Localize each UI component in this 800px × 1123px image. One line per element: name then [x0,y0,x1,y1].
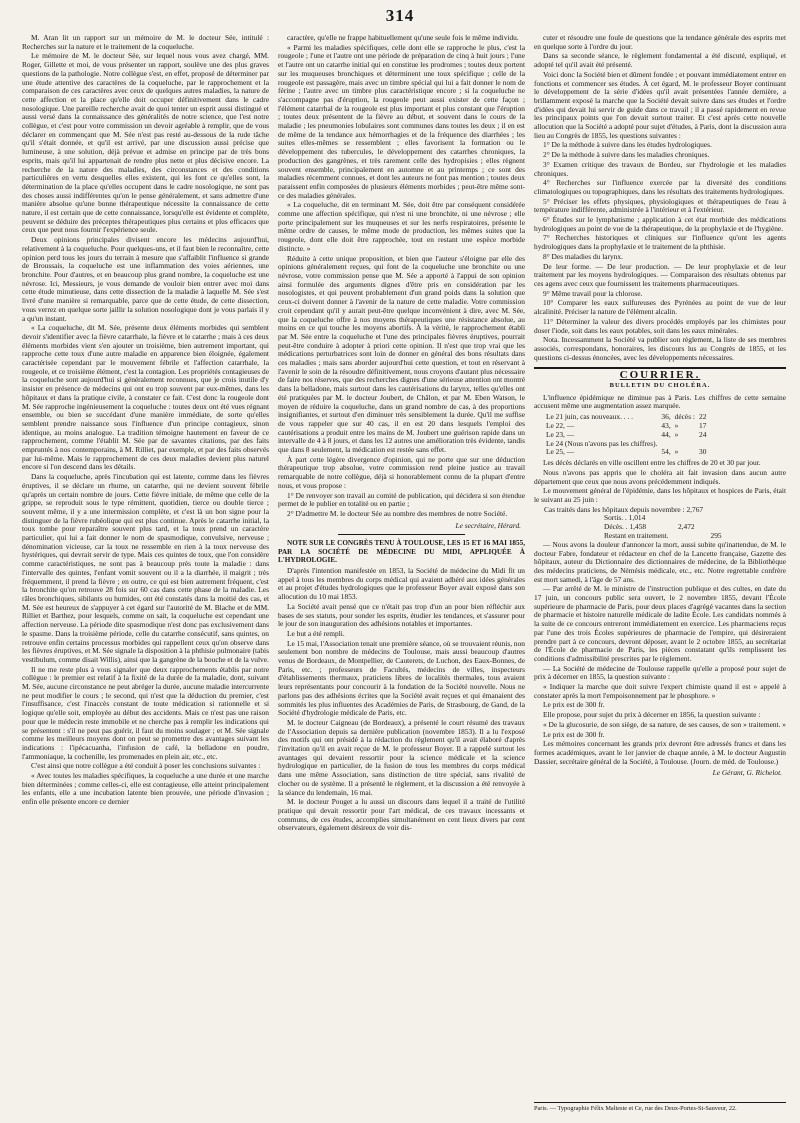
table-cell: 44, [661,429,671,439]
list-item: 2° De la méthode à suivre dans les maladies chroniques. [543,150,710,160]
summary-line [544,506,786,515]
column-3 [534,34,786,1094]
paragraph: Les décès déclarés en ville oscillent entre les chiffres de 20 et 30 par jour. [543,458,761,468]
divider [338,534,465,535]
table-cell: Le 24 (Nous n'avons pas les chiffres). [546,438,658,448]
paragraph: Nota. Incessamment la Société va publier son règlement, la liste de ses membres associés, correspondans, honoraires, les discours lus au Congrès de 1855, et les questions ci-dessus énoncées, avec les développements nécessaires. [534,335,786,362]
summary-label: Restant en traitement. [604,531,669,541]
table-cell: Le 21 juin, cas nouveaux. . . . [546,412,634,422]
paragraph: La Société avait pensé que ce n'était pas trop d'un an pour bien réfléchir aux bases de ses statuts, pour sonder les esprits, étudier les tendances, et s'assurer pour le jour de son inauguration des adhésions notables et importantes. [278,601,525,629]
list-item: De leur forme. — De leur production. — De leur prophylaxie et de leur traitement par les moyens hydrologiques. — Comparaison des résultats obtenus par ces agens avec ceux que fournissent les traitements pharmaceutiques. [534,261,786,288]
paragraph: « Indiquer la marche que doit suivre l'expert chimiste quand il est » appelé à constater après la mort l'empoisonnement par le phosphore. » [534,682,786,700]
paragraph: — Nous avons la douleur d'annoncer la mort, aussi subite qu'inattendue, de M. le docteur Fabre, fondateur et rédacteur en chef de la Lancette française, Gazette des hôpitaux, auteur du Dictionnaire des dictionnaires de médecine, de la Bibliothèque des médecins praticiens, de Némésis médicale, etc., etc. Notre regrettable confrère est mort samedi, à l'âge de 57 ans. [534,539,786,584]
bulletin-heading: BULLETIN DU CHOLÉRA. [609,382,711,390]
section-title: NOTE SUR LE CONGRÈS TENU À TOULOUSE, LES 15 ET 16 MAI 1855, PAR LA SOCIÉTÉ DE MÉDECINE DU MIDI, APPLIQUÉE À L'HYDROLOGIE. [278,539,525,564]
summary-value: 295 [710,531,722,541]
summary-value: 2,767 [686,504,704,514]
paragraph: Voici donc la Société bien et dûment fondée ; et pouvant immédiatement entrer en fonctions et commencer ses études. À cet égard, M. le professeur Boyer continuant le développement de la série d'idées qu'il avait présentées l'année dernière, a brillamment exposé la marche que la Société devait suivre dans ses études et l'ordre d'idées qui devait lui servir de guide dans ce travail ; il a passé rapidement en revue les principaux points que l'on devait surtout traiter. Et c'est après cette nouvelle allocution que la Société a adopté pour sujet d'études, à Paris, dont la discussion aura lieu au Congrès de 1855, les questions suivantes : [534,69,786,140]
paragraph: Dans la coqueluche, après l'incubation qui est latente, comme dans les fièvres éruptives, il se déclare un rhume, un catarrhe, qui ne devient souvent fébrile qu'après un certain nombre de jours. Cette fièvre initiale, de même que celle de la grippe, se reproduit sous le type rémittent, quotidien, tierce ou double tierce ; souvent même, il y a une intermission complète, et c'est là un bon signe pour la distinguer de la fièvre rubéolique qui est plus continue. Après le catarrhe initial, la toux tombe pour reparaître souvent plus tard, et la toux prend un caractère particulier, qui lui a fait donner le nom de spasmodique, convulsive, nerveuse ; dénomination vicieuse, car la toux ne ressemble en rien à la toux nerveuse des hystériques, qui devrait servir de type. Mais ces quintes de toux, que l'on considère comme caractéristiques, ne sont pas à beaucoup près toute la maladie : dans l'intervalle des quintes, l'enfant vomit souvent ou il a la diarrhée, il maigrit ; très fréquemment, il prend la fièvre ; en outre, ce qui est bien autrement fréquent, c'est la bronchite qu'on retrouve 28 fois sur 60 cas dans cette phase de la maladie. Les râles bronchiques, sibilants ou humides, ont été constatés dans la moitié des cas, et M. Sée est heureux de s'appuyer à cet égard sur l'autorité de M. Blache et de MM. Rilliet et Barthez, pour lesquels, comme on sait, la coqueluche est cependant une affection nerveuse. La période dite spasmodique n'est donc pas exclusivement dans le spasme. Dans la troisième période, celle du catarrhe consécutif, sans quintes, on retrouve enfin certains processus morbides qui rappellent ceux qu'on observe dans les fièvres éruptives, et M. Sée signale la disposition à la phthisie pulmonaire (tabis vestibulum, comme disait Willis), ainsi que la gangrène de la bouche et de la vulve. [22,472,269,664]
table-cell: 30 [699,447,707,457]
paragraph: cuter et résoudre une foule de questions que la tendance générale des esprits met en quelque sorte à l'ordre du jour. [534,34,786,51]
column-2 [278,34,525,1094]
table-cell: Le 23, — [546,429,575,439]
paragraph: C'est ainsi que notre collègue a été conduit à poser les conclusions suivantes : [31,761,261,771]
page-number: 314 [385,6,415,25]
table-cell: 36, [661,412,671,422]
list-item: 11° Déterminer la valeur des divers procédés employés par les chimistes pour doser l'iode, soit dans les eaux potables, soit dans les eaux minérales. [534,316,786,335]
paragraph: D'après l'intention manifestée en 1853, la Société de médecine du Midi fit un appel à tous les membres du corps médical qui avaient adhéré aux idées générales et au projet d'études hydrologiques que le professeur Boyer avait exposé dans son allocution du 10 mai 1853. [278,565,525,602]
paragraph: Nous n'avons pas appris que le choléra ait fait invasion dans aucun autre département que ceux que nous avons précédemment indiqués. [534,467,786,486]
summary-value: 1,014 [628,513,646,523]
gerant-signature: Le Gérant, G. Richelot. [712,768,782,778]
paragraph: M. le docteur Caigneau (de Bordeaux), a présenté le court résumé des travaux de l'Association depuis sa dernière publication (novembre 1853). Il a lu l'exposé des motifs qui ont présidé à la rédaction du règlement qu'il avait élaboré d'après l'invitation qu'il en avait reçue de M. le professeur Boyer. Il a rappelé surtout les avantages qui devaient ressortir pour la science médicale et la science hydrologique en particulier, de la fusion de tous les membres du corps médical dans une même Association, sans distinction de titre spécial, sans rivalité de clocher ou de système. Il a présenté le règlement, et la discussion a été renvoyée à la séance du lendemain, 16 mai. [278,717,525,797]
summary-value: 2,472 [677,522,695,532]
table-cell: Le 22, — [546,420,575,430]
list-item: 9° Même travail pour la chlorose. [543,288,643,298]
paragraph: Dans sa seconde séance, le règlement fondamental a été discuté, expliqué, et adopté tel qu'il avait été présenté. [534,51,786,70]
paragraph: Il ne me reste plus à vous signaler que deux rapprochements établis par notre collègue : le premier est relatif à la fixité de la durée de la maladie, dont, suivant M. Sée, aucune circonstance ne peut abréger la durée, aucune maladie intercurrente ne peut modifier le cours ; le second, qui n'est que la déduction du premier, c'est l'insuffisance, c'est l'inaccès constant de toute médication si rationnelle et si logique qu'elle soit, employée au début des accidents. Mais ce n'est pas une raison pour que le médecin reste immobile et ne cherche pas à remplir les indications qui se présentent : s'il ne peut pas guérir, il faut du moins soulager ; et M. Sée signale comme les meilleurs moyens dont on peut se promettre des avantages suivant les indications : l'ipécacuanha, l'infusion de café, la belladone en poudre, l'ammoniaque, la cochenille, les promenades en plein air, etc., etc. [22,664,269,761]
paragraph: Le mémoire de M. le docteur Sée, sur lequel nous vous avez chargé, MM. Roger, Gillette et moi, de vous présenter un rapport, soulève une des plus graves questions de la pathologie. Notre collègue s'est, en effet, proposé de déterminer par une étude attentive des caractères de la coqueluche, par le rapprochement et la comparaison de ces caractères avec ceux de quelques autres maladies, la nature de cette affection et la place qu'elle doit occuper définitivement dans le cadre nosologique. Une pareille recherche avait de quoi tenter un esprit aussi distingué et aussi versé dans la connaissance des généralités de notre science, que l'est notre collègue, et c'est pour votre commission un devoir agréable à remplir, que de vous déclarer en commençant que M. Sée n'est pas resté au-dessous de la rude tâche qu'il s'était donnée, et qu'il est arrivé, par une discussion aussi précise que lumineuse, à une solution, déjà prévue et admise en principe par de très bons esprits, mais qu'il lui appartenait de rendre plus nette et plus décisive encore. La recherche de la nature des maladies, des circonstances et des conditions particulières en vertu desquelles elles existent, qui les font ce qu'elles sont, la détermination de la place qu'elles occupent dans le cadre nosologique, ne sont pas des choses aussi indifférentes qu'on le pense généralement, et sans admettre d'une manière absolue qu'une bonne thérapeutique nécessite la connaissance de cette nature, il est certain que de cette connaissance, lorsqu'elle est évidente et complète, peuvent se déduire des préceptes thérapeutiques plus certains et plus efficaces que ceux que peut nous fournir l'expérience seule. [22,51,269,235]
table-cell: » [674,447,679,457]
paragraph: — Par arrêté de M. le ministre de l'instruction publique et des cultes, en date du 17 juin, un concours public sera ouvert, le 2 novembre 1855, devant l'École supérieure de pharmacie de Paris, pour deux places d'agrégé vacantes dans la section de pharmacie et histoire naturelle médicale de ladite École. Les candidats nommés à la suite de ce concours entreront immédiatement en exercice. Les pharmaciens reçus par l'une des trois Écoles supérieures de pharmacie de l'empire, qui désireraient prendre part à ce concours, devront déposer, avant le 2 octobre 1855, au secrétariat de l'École de pharmacie de Paris, les pièces constatant qu'ils remplissent les conditions d'admissibilité prescrites par le règlement. [534,584,786,663]
table-cell [675,440,699,449]
summary-line [544,514,786,523]
printer-footer: Paris. — Typographie Félix Malteste et Ce, rue des Deux-Portes-St-Sauveur, 22. [534,1102,786,1112]
table-cell: Le 25, — [546,447,575,457]
secretary-signature: Le secrétaire, Hérard. [455,520,521,530]
list-item: 10° Comparer les eaux sulfureuses des Pyrénées au point de vue de leur alcalinité. Préciser la nature de l'élément alcalin. [534,298,786,317]
paragraph: M. Aran lit un rapport sur un mémoire de M. le docteur Sée, intitulé : Recherches sur la nature et le traitement de la coqueluche. [22,34,269,51]
paragraph: 2° D'admettre M. le docteur Sée au nombre des membres de notre Société. [287,508,508,518]
summary-label: Décès. . [604,522,628,532]
column-1 [22,34,269,1094]
paragraph: Le but a été rempli. [287,628,345,638]
table-row [546,448,710,457]
paragraph: À part cette légère divergence d'opinion, qui ne porte que sur une déduction thérapeutique trop absolue, votre commission rend pleine justice au travail remarquable de notre collègue, déjà si honorablement connu de la plupart d'entre nous, et vous propose : [278,454,525,490]
paragraph: caractère, qu'elle ne frappe habituellement qu'une seule fois le même individu. [287,34,519,42]
summary-value: 1,458 [629,522,647,532]
paragraph: Deux opinions principales divisent encore les médecins aujourd'hui, relativement à la coqueluche. Pour quelques-uns, et il faut bien le reconnaître, cette opinion perd tous les jours du terrain à mesure que s'affaiblit l'influence si grande de Broussais, la coqueluche est une inflammation des voies aériennes, une bronchite. Pour d'autres, et en beaucoup plus grand nombre, la coqueluche est une névrose. Ici, Messieurs, je vous demande de vouloir bien entrer avec moi dans cette étude minutieuse, dans cette dissection de la maladie à laquelle M. Sée s'est livré d'une manière si remarquable, parce que de cette étude, de cette dissection, vous verrez en quelque sorte jaillir la solution nosologique dont je vous parlais il y a qu'un instant. [22,235,269,323]
list-item: 3° Examen critique des travaux de Bordeu, sur l'hydrologie et les maladies chroniques. [534,159,786,178]
paragraph: L'influence épidémique ne diminue pas à Paris. Les chiffres de cette semaine accusent même une augmentation assez marquée. [534,392,786,411]
paragraph: « Parmi les maladies spécifiques, celle dont elle se rapproche le plus, c'est la rougeole ; l'une et l'autre ont une période de préparation de cinq à huit jours ; l'une et l'autre ont un catarrhe initial qui en constitue les prodromes ; toutes deux portent sur les muqueuses bronchiques et déterminent une toux spécifique ; celle de la rougeole est passagère, mais avec un timbre spécial qui lui a fait donner le nom de férine ; l'autre avec un timbre plus caractéristique encore ; si la coqueluche ne s'accompagne pas d'éruption, la rougeole peut aussi exister de cette façon ; l'élément catarrhal de la rougeole est plus important et plus constant que l'éruption ; toutes deux présentent de la fièvre au début, et souvent dans le cours de la maladie ; les pneumonies lobulaires sont communes dans toutes les deux ; il en est de même de la tendance aux hémorrhagies et de la fréquence des diarrhées ; les suites elles-mêmes se ressemblent ; elles favorisent la formation ou le développement des tubercules, le développement des catarrhes chroniques, la production des gangrènes, et très rarement celle des hydropisies ; elles règnent souvent ensemble, principalement en automne et au printemps ; ce sont des maladies récemment connues, et dont les auteurs ne font pas mention ; toutes deux paraissent enfin composées de plusieurs éléments morbides ; peut-être même sont-ce des maladies générales. [278,42,525,200]
table-cell: » [674,429,679,439]
list-item: 6° Études sur le lymphatisme ; application à cet état morbide des médications hydrologiques au point de vue de la thérapeutique, de la prophylaxie et de l'hygiène. [534,215,786,233]
paragraph: « La coqueluche, dit M. Sée, présente deux éléments morbides qui semblent devoir s'identifier avec la fièvre catarrhale, la fièvre et le catarrhe ; mais à ces deux éléments morbides vient s'en ajouter un troisième, bien autrement important, qui rapproche cette toux d'une autre maladie en apparence bien éloignée, également caractérisée cependant par le mouvement fébrile et l'affection catarrhale, la rougeole, et ce troisième élément, c'est la contagion. Les propriétés contagieuses de la coqueluche sont aujourd'hui si généralement reconnues, que je crois inutile d'y insister en présence de médecins qui ont eu trop souvent par eux-mêmes, dans les hôpitaux et dans la pratique civile, à constater ce fait. C'est donc la rougeole dont M. Sée rapproche ingénieusement la coqueluche : toutes deux ont été vues régnant ensemble, ou bien se succédant d'une manière immédiate, de sorte qu'elles semblent prendre naissance sous l'influence d'un principe contagieux, sinon identique, au moins analogue. La tradition témoigne hautement en faveur de ce rapprochement, comme l'établit M. Sée par de savantes citations, par des faits empruntés à nos contemporains, à M. Rilliet, par exemple, et par des faits observés par lui-même. Mais le rapprochement de ces deux maladies devient plus naturel encore si l'on descend dans les détails. [22,323,269,472]
list-item: 7° Recherches historiques et cliniques sur l'influence qu'ont les agents hydrologiques dans la prophylaxie et le traitement de la phthisie. [534,233,786,252]
courrier-heading: COURRIER. [619,369,701,382]
paragraph: « Avec toutes les maladies spécifiques, la coqueluche a une durée et une marche bien déterminées ; comme celles-ci, elle est contagieuse, elle atteint principalement les enfants, elle a une incubation latente bien prouvée, une période d'invasion ; enfin elle présente encore ce dernier [22,771,269,807]
paragraph: Le mouvement général de l'épidémie, dans les hôpitaux et hospices de Paris, était le suivant au 25 juin : [534,486,786,504]
table-cell: » [674,420,679,430]
list-item: 5° Préciser les effets physiques, physiologiques et thérapeutiques de l'eau à température indifférente, administrée à l'intérieur et à l'extérieur. [534,196,786,215]
summary-label: Cas traités dans les hôpitaux depuis novembre : [544,504,685,514]
table-cell: 54, [661,447,671,457]
paragraph: Les mémoires concernant les grands prix devront être adressés francs et dans les formes académiques, avant le 1er janvier de chaque année, à M. le docteur Augustin Dassier, secrétaire général de la Société, à Toulouse. (Journ. de méd. de Toulouse.) [534,739,786,766]
table-cell: décès : [674,412,695,422]
paragraph: Le prix est de 300 fr. [543,700,605,710]
cholera-stats-table [546,413,710,457]
table-cell: 24 [699,429,707,439]
table-cell: 17 [699,420,707,430]
table-cell: 22 [699,412,707,422]
list-item: 4° Recherches sur l'influence exercée par la diversité des conditions climatologiques ou topographiques, dans les résultats des traitements hydrologiques. [534,178,786,196]
paragraph: Elle propose, pour sujet du prix à décerner en 1856, la question suivante : [543,710,761,720]
paragraph: Réduite à cette unique proposition, et bien que l'auteur s'éloigne par elle des opinions généralement reçues, qui font de la coqueluche une bronchite ou une névrose, votre commission pense que M. Sée a apporté à l'appui de son opinion ainsi formulée des arguments dignes d'être pris en considération par les nosologistes, et qui peuvent probablement d'un grand poids dans la solution que ceux-ci doivent donner à l'avenir de la nature de cette maladie. Votre commission croit cependant qu'il y aurait peut-être quelque inconvénient à dire, avec M. Sée, que la coqueluche offre à nos moyens thérapeutiques une résistance absolue, au moins en ce qui touche les moyens abortifs. À la vérité, le rapprochement établi par M. Sée entre la coqueluche et l'une des principales fièvres éruptives, pourrait peut-être conduire à adopter à priori cette opinion. Il n'est que trop vrai que les médications perturbatrices sont loin de donner en général des bons résultats dans ces maladies ; mais sans aborder aujourd'hui cette question, et tout en réservant à l'avenir le soin de la résoudre définitivement, nous croyons d'autant plus nécessaire de faire nos réserves, que des recherches dignes d'une sérieuse attention ont montré dans la belladone, mais surtout dans les cautérisations du larynx, telles qu'elles ont été pratiquées par M. le docteur Joubert, de Châlon, et par M. Eben Watson, le moyen de réduire la coqueluche, dans un grand nombre de cas, à des proportions insignifiantes, et surtout d'en diminuer très sensiblement la durée. Qu'il me suffise de vous rappeler que sur 40 cas, il en est 20 dans lesquels l'emploi des cautérisations a produit entre les mains de M. Joubert une guérison rapide dans un intervalle de 4 à 8 jours, et dans les 12 autres une amélioration très évidente, tandis que dans 8 seulement, la médication est restée sans effet. [278,253,525,455]
paragraph: 1° De renvoyer son travail au comité de publication, qui décidera si son étendue permet de le publier en totalité ou en partie ; [278,490,525,509]
paragraph: Le 15 mai, l'Association tenait une première séance, où se trouvaient réunis, non seulement bon nombre de médecins de Toulouse, mais aussi beaucoup d'autres venus de Bordeaux, de Montpellier, de Cauterets, de Luchon, des Eaux-Bonnes, de Paris, etc. ; professeurs de Facultés, médecins de villes, inspecteurs d'établissements thermaux, praticiens libres de localités thermales, tous avaient leurs représentants pour concourir à la fondation de la Société nouvelle. Nous ne parlons pas des adhésions écrites que la Société avait reçues et qui émanaient des sommités les plus influentes des Académies de Paris, de Strasbourg, de Gand, de la Société d'hydrologie médicale de Paris, etc. [278,638,525,718]
paragraph: « La coqueluche, dit en terminant M. Sée, doit être par conséquent considérée comme une affection spécifique, qui n'est ni une bronchite, ni une névrose ; elle porte principalement sur les muqueuses et sur les nerfs respiratoires, présente le même ordre de causes, le même mode de production, les mêmes suites que la rougeole, dont elle doit être rapprochée, tout en restant une espèce morbide distincte. » [278,200,525,253]
list-item: 8° Des maladies du larynx. [543,251,623,261]
paragraph: M. le docteur Pouget a lu aussi un discours dans lequel il a traité de l'utilité pratique qui devait ressortir pour l'art médical, de ces travaux incessants et communs, de ces études, accomplies simultanément en cent lieux divers par cent observateurs, également désireux de voir dis- [278,797,525,833]
paragraph: « De la glucosurie, de son siège, de sa nature, de ses causes, de son » traitement. » [543,719,786,729]
table-cell: 43, [661,420,671,430]
paragraph: Le prix est de 300 fr. [543,729,605,739]
list-item: 1° De la méthode à suivre dans les études hydrologiques. [543,140,712,150]
paragraph: — La Société de médecine de Toulouse rappelle qu'elle a proposé pour sujet de prix à décerner en 1855, la question suivante : [534,663,786,682]
hospital-summary [544,506,786,541]
summary-label: Sortis. . [604,513,627,523]
